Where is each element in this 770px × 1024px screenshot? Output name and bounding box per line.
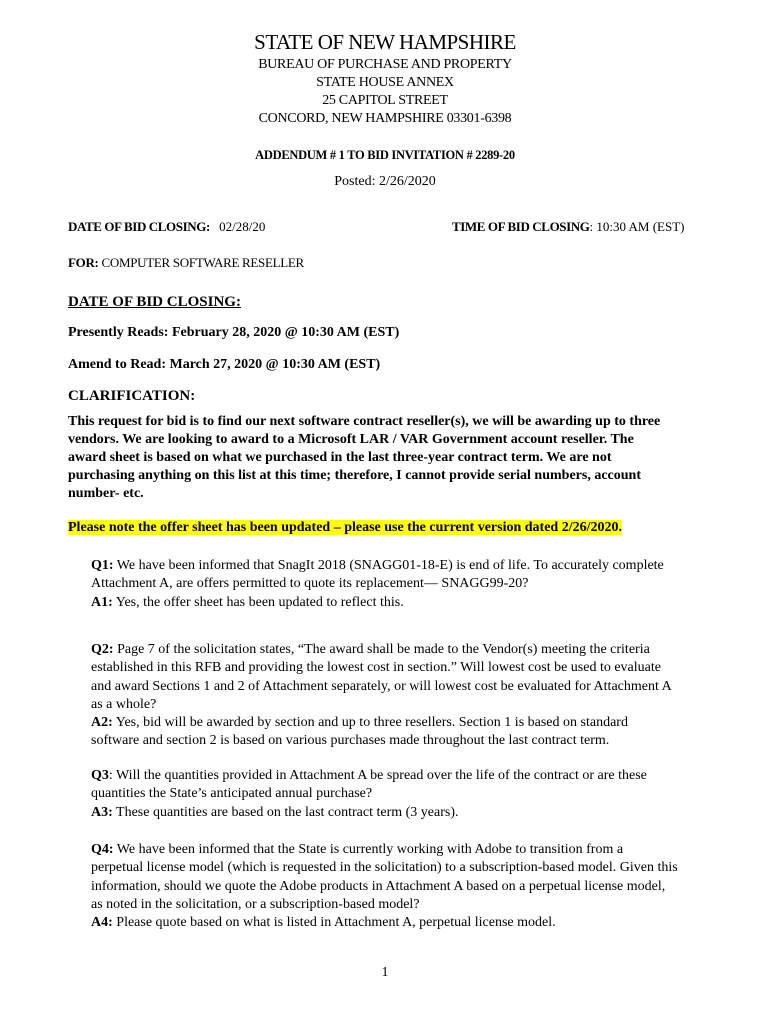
for-value: COMPUTER SOFTWARE RESELLER	[101, 255, 304, 270]
question-text: We have been informed that the State is currently working with Adobe to transition from a	[113, 842, 624, 857]
for-label: FOR:	[68, 255, 99, 270]
document-title: STATE OF NEW HAMPSHIRE	[254, 30, 516, 54]
question-text: Page 7 of the solicitation states, “The award shall be made to the Vendor(s) meeting the criteria	[113, 642, 650, 657]
date-label: DATE OF BID CLOSING:	[68, 219, 210, 234]
answer-label: A3:	[91, 804, 113, 820]
answer-text: software and section 2 is based on various purchases made throughout the last contract term.	[91, 733, 610, 749]
clarification-line: This request for bid is to find our next software contract reseller(s), we will be awarding up to three	[68, 414, 661, 429]
answer-label: A4:	[91, 915, 113, 931]
question-text: Attachment A, are offers permitted to quote its replacement— SNAGG99-20?	[91, 576, 529, 592]
clarification-heading: CLARIFICATION:	[68, 388, 196, 404]
posted-date: Posted: 2/26/2020	[334, 174, 436, 189]
question-text: perpetual license model (which is requested in the solicitation) to a subscription-based model. Given this	[91, 860, 678, 876]
answer-text: Yes, bid will be awarded by section and up to three resellers. Section 1 is based on standard	[112, 715, 628, 731]
presently-reads: Presently Reads: February 28, 2020 @ 10:30 AM (EST)	[68, 325, 400, 340]
answer-label: A2:	[91, 715, 113, 731]
clarification-line: award sheet is based on what we purchased in the last three-year contract term. We are not	[68, 450, 612, 465]
answer-label: A1:	[91, 594, 113, 610]
time-label: TIME OF BID CLOSING	[452, 219, 590, 234]
time-value: : 10:30 AM (EST)	[589, 219, 685, 234]
qa-block-2	[91, 641, 731, 751]
amendment-heading: DATE OF BID CLOSING:	[68, 294, 241, 310]
amend-to-read: Amend to Read: March 27, 2020 @ 10:30 AM (EST)	[68, 357, 381, 372]
answer-text: Please quote based on what is listed in Attachment A, perpetual license model.	[112, 915, 556, 931]
bureau-name: BUREAU OF PURCHASE AND PROPERTY	[258, 57, 512, 72]
annex-line: STATE HOUSE ANNEX	[316, 75, 454, 90]
highlighted-note: Please note the offer sheet has been updated – please use the current version dated 2/26/2020.	[68, 520, 622, 535]
question-text: and award Sections 1 and 2 of Attachment separately, or will lowest cost be evaluated for Attachment A	[91, 678, 672, 694]
page-number: 1	[381, 965, 389, 980]
question-label: Q3	[91, 768, 109, 783]
question-label: Q4:	[91, 842, 114, 857]
question-label: Q1:	[91, 558, 114, 573]
question-text: quantities the State’s anticipated annual purchase?	[91, 786, 373, 802]
question-text: information, should we quote the Adobe products in Attachment A based on a perpetual license model,	[91, 878, 666, 894]
clarification-line: vendors. We are looking to award to a Microsoft LAR / VAR Government account reseller. The	[68, 432, 634, 447]
city-line: CONCORD, NEW HAMPSHIRE 03301-6398	[258, 111, 512, 126]
qa-block-4	[91, 841, 731, 932]
addendum-line: ADDENDUM # 1 TO BID INVITATION # 2289-20	[255, 148, 515, 162]
question-label: Q2:	[91, 642, 114, 657]
date-value: 02/28/20	[219, 219, 266, 234]
clarification-line: purchasing anything on this list at this time; therefore, I cannot provide serial numbers, account	[68, 468, 641, 483]
answer-text: These quantities are based on the last contract term (3 years).	[112, 804, 459, 820]
for-line	[68, 255, 304, 271]
bid-closing-time	[452, 219, 684, 235]
question-text: established in this RFB and providing the lowest cost in section.” Will lowest cost be used to evaluate	[91, 660, 661, 676]
clarification-line: number- etc.	[68, 486, 144, 501]
clarification-paragraph	[68, 413, 708, 503]
question-text: as noted in the solicitation, or a subscription-based model?	[91, 896, 420, 912]
street-line: 25 CAPITOL STREET	[322, 93, 448, 108]
question-text: as a whole?	[91, 696, 157, 712]
qa-block-3	[91, 767, 731, 822]
answer-text: Yes, the offer sheet has been updated to reflect this.	[112, 594, 404, 610]
question-text: We have been informed that SnagIt 2018 (SNAGG01-18-E) is end of life. To accurately complete	[113, 558, 664, 573]
question-text: : Will the quantities provided in Attachment A be spread over the life of the contract or are these	[108, 768, 647, 783]
qa-block-1	[91, 557, 731, 612]
bid-closing-date	[68, 219, 265, 235]
